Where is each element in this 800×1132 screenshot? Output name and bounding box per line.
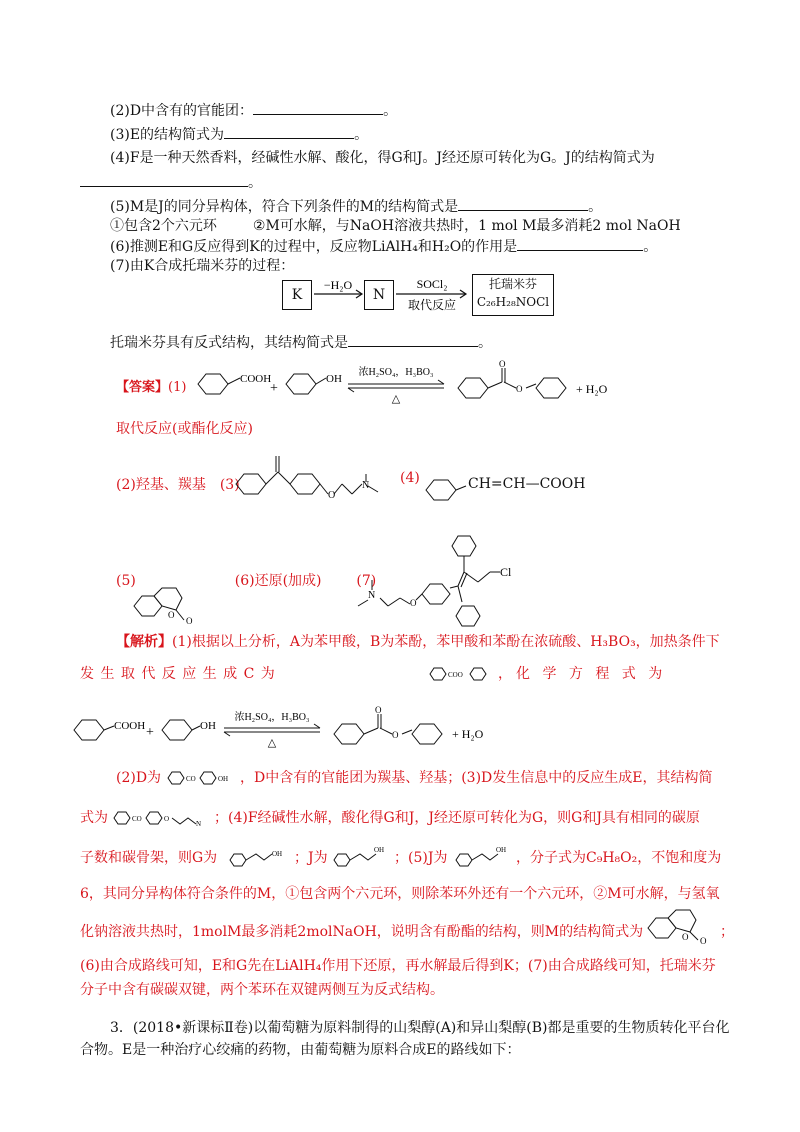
analysis-line-1: 【解析】(1)根据以上分析，A为苯甲酸，B为苯酚，苯甲酸和苯酚在浓硫酸、H₃BO₃，加热条件下 <box>116 634 720 650</box>
flow-arrow-2 <box>394 276 470 316</box>
question-7: (7)由K合成托瑞米芬的过程： <box>110 258 295 274</box>
inline-structure-j <box>330 844 394 870</box>
answer-blank <box>224 124 354 139</box>
question-6: (6)推测E和G反应得到K的过程中，反应物LiAlH₄和H₂O的作用是 。 <box>110 236 657 257</box>
svg-text:浓H₂SO₄，H₃BO₃: 浓H₂SO₄，H₃BO₃ <box>234 712 310 723</box>
question-4-blank: 。 <box>80 172 262 193</box>
flow-reaction-type: 取代反应 <box>407 298 457 312</box>
answer-5-6-7: (5) (6)还原(加成) (7) <box>116 573 377 589</box>
inline-structure-g <box>226 846 296 870</box>
answer-blank <box>458 196 588 211</box>
question-5-conditions: ①包含2个六元环 ②M可水解，与NaOH溶液共热时，1 mol M最多消耗2 mol NaOH <box>110 218 681 234</box>
svg-text:CO: CO <box>132 815 142 823</box>
phenol-structure <box>286 374 326 394</box>
flow-box-product: 托瑞米芬 C₂₆H₂₈NOCl <box>472 274 554 316</box>
analysis-line-8: (6)由合成路线可知，E和G先在LiAlH₄作用下还原，再水解最后得到K；(7)由合成路线可知，托瑞米芬 <box>80 958 716 974</box>
analysis-line-5b: ；J为 <box>294 850 328 866</box>
question-7b: 托瑞米芬具有反式结构，其结构简式是 。 <box>110 332 492 353</box>
svg-text:O: O <box>682 932 689 942</box>
svg-text:O: O <box>392 730 399 740</box>
phenyl-benzoate-structure <box>458 368 566 398</box>
svg-text:COOH: COOH <box>114 720 146 732</box>
svg-text:OH: OH <box>200 720 216 732</box>
answer-4: (4) <box>400 470 420 486</box>
svg-text:O: O <box>168 610 175 620</box>
cl-atom-label: Cl <box>500 565 512 579</box>
question-3: (3)E的结构简式为 。 <box>110 124 368 145</box>
inline-structure-e <box>110 808 230 830</box>
svg-text:COO: COO <box>448 671 463 679</box>
answer-blank <box>348 332 478 347</box>
question-3-next-line-1: 3．(2018•新课标Ⅱ卷)以葡萄糖为原料制得的山梨醇(A)和异山梨醇(B)都是重要的生物质转化平台化 <box>110 1020 730 1036</box>
flow-box-k: K <box>282 280 312 310</box>
inline-structure-c <box>426 664 496 684</box>
question-3-next-line-2: 合物。E是一种治疗心绞痛的药物，由葡萄糖为原料合成E的路线如下： <box>80 1042 521 1058</box>
flow-reagent: SOCl₂ <box>416 277 448 291</box>
svg-text:OH: OH <box>374 846 385 854</box>
cinnamic-acid-formula: CH=CH—COOH <box>468 476 586 492</box>
analysis-line-9: 分子中含有碳碳双键，两个苯环在双键两侧互为反式结构。 <box>80 982 444 998</box>
answer-reaction-type: 取代反应(或酯化反应) <box>116 421 253 437</box>
analysis-line-3b: ，D中含有的官能团为羰基、羟基；(3)D发生信息中的反应生成E，其结构简 <box>240 770 713 786</box>
analysis-line-3: (2)D为 <box>116 770 162 786</box>
structure-m <box>128 584 208 634</box>
cooh-label: COOH <box>240 373 272 385</box>
analysis-line-2: 发 生 取 代 反 应 生 成 C 为 <box>80 666 276 682</box>
answer-blank <box>253 100 383 115</box>
inline-structure-j2 <box>452 844 516 870</box>
svg-text:O: O <box>328 490 336 501</box>
svg-text:O: O <box>499 359 506 369</box>
analysis-reaction-equation <box>68 704 498 754</box>
answer-reaction-equation <box>188 360 618 410</box>
answer-blank <box>517 236 643 251</box>
svg-text:O: O <box>186 616 193 626</box>
answer-label: 【答案】(1) <box>116 380 187 395</box>
svg-text:△: △ <box>267 737 277 749</box>
svg-text:+ H₂O: + H₂O <box>452 727 484 741</box>
analysis-line-2b: ，化 学 方 程 式 为 <box>498 666 667 682</box>
inline-structure-m <box>644 908 720 952</box>
inline-structure-d <box>164 768 244 788</box>
svg-text:CO: CO <box>186 775 196 783</box>
water-product: + H₂O <box>576 382 608 396</box>
svg-text:OH: OH <box>272 850 283 858</box>
analysis-line-4b: ；(4)F经碱性水解，酸化得G和J，J经还原可转化为G，则G和J具有相同的碳原 <box>214 810 700 826</box>
analysis-line-7: 化钠溶液共热时，1molM最多消耗2molNaOH，说明含有酚酯的结构，则M的结构简式为 <box>80 924 644 940</box>
question-2: (2)D中含有的官能团： 。 <box>110 100 397 121</box>
analysis-line-5d: ，分子式为C₉H₈O₂，不饱和度为 <box>516 850 722 866</box>
svg-text:O: O <box>164 815 170 823</box>
benzoic-acid-structure <box>198 374 240 394</box>
reaction-condition-top: 浓H₂SO₄，H₃BO₃ <box>358 367 434 378</box>
svg-text:+: + <box>146 725 154 740</box>
svg-text:N: N <box>196 820 202 828</box>
flow-box-n: N <box>364 280 394 310</box>
structure-e <box>230 448 390 518</box>
flow-arrow-1 <box>312 276 366 312</box>
analysis-line-7b: ； <box>720 924 734 940</box>
analysis-line-5: 子数和碳骨架，则G为 <box>80 850 218 866</box>
svg-text:OH: OH <box>496 846 507 854</box>
oh-label: OH <box>326 373 342 385</box>
analysis-line-5c: ；(5)J为 <box>394 850 448 866</box>
question-4: (4)F是一种天然香料，经碱性水解、酸化，得G和J。J经还原可转化为G。J的结构简式为 <box>110 150 655 166</box>
answer-blank <box>80 172 248 187</box>
svg-text:O: O <box>410 598 417 608</box>
answer-2: (2)羟基、羰基 (3) <box>116 477 240 493</box>
analysis-line-6: 6，其同分异构体符合条件的M，①包含两个六元环，则除苯环外还有一个六元环，②M可水解，与氢氧 <box>80 886 720 902</box>
flow-minus-h2o: −H₂O <box>323 278 353 292</box>
question-5: (5)M是J的同分异构体，符合下列条件的M的结构简式是 。 <box>110 196 602 217</box>
n-atom-label: N <box>362 480 370 491</box>
reaction-condition-bottom: △ <box>391 393 401 405</box>
svg-text:O: O <box>516 384 523 394</box>
svg-text:O: O <box>375 705 382 715</box>
n-atom-label: N <box>368 590 376 601</box>
svg-text:O: O <box>700 936 707 946</box>
analysis-line-4: 式为 <box>80 810 108 826</box>
svg-text:+: + <box>270 381 278 396</box>
svg-text:OH: OH <box>218 775 229 783</box>
structure-toremifene <box>354 528 554 640</box>
